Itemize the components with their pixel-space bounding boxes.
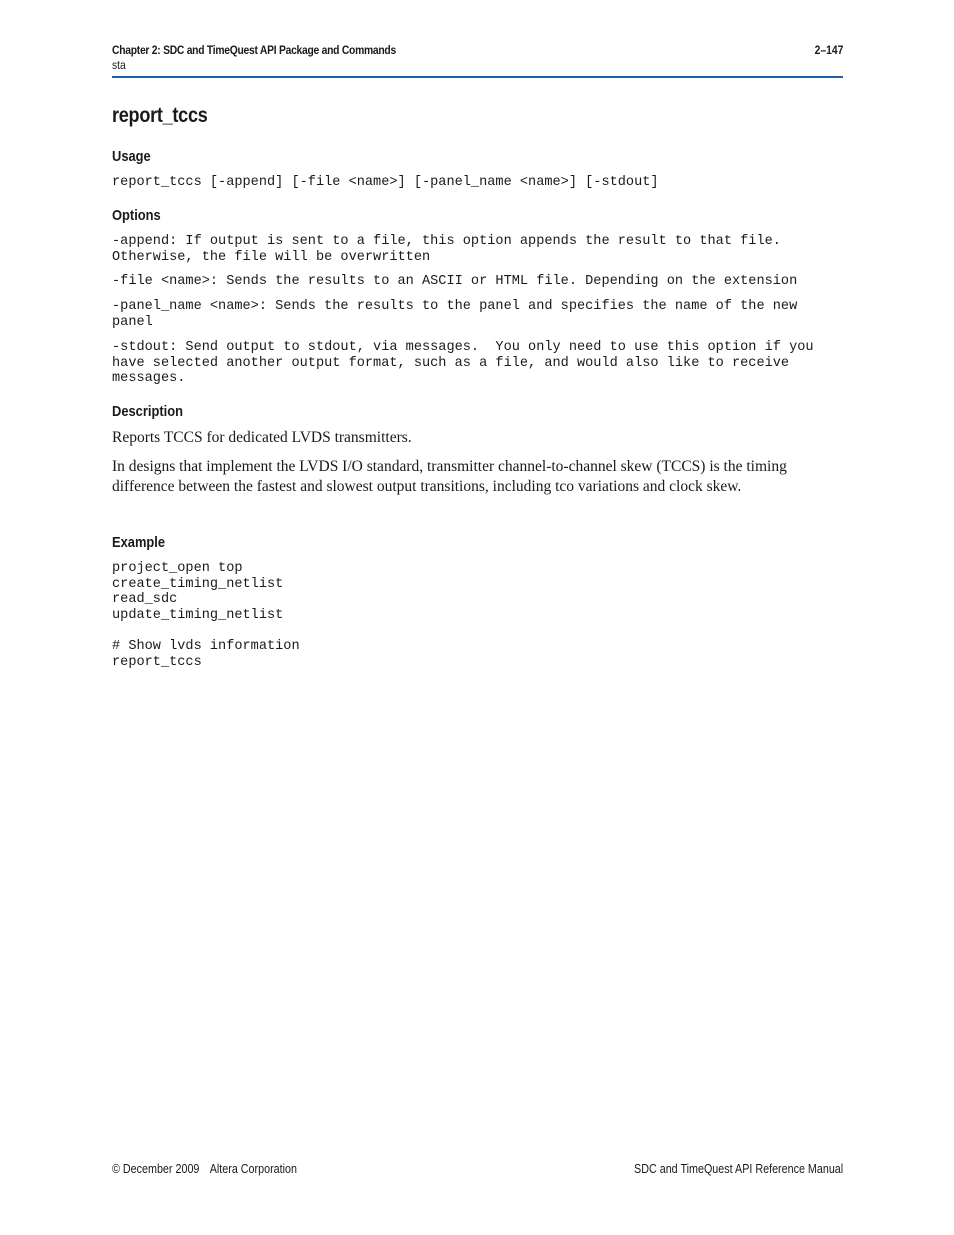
example-code: project_open top create_timing_netlist read_sdc update_timing_netlist # Show lvds information report_tccs	[112, 561, 300, 670]
description-paragraph: Reports TCCS for dedicated LVDS transmitters.	[112, 429, 412, 446]
example-heading: Example	[112, 534, 166, 551]
header-rule	[112, 76, 843, 78]
option-panel-name: -panel_name <name>: Sends the results to the panel and specifies the name of the new panel	[112, 299, 798, 330]
page-number: 2–147	[814, 43, 843, 57]
footer-manual-title: SDC and TimeQuest API Reference Manual	[633, 1162, 843, 1176]
description-paragraph: In designs that implement the LVDS I/O standard, transmitter channel-to-channel skew (TCCS) is the timing difference between the fastest and slowest output transitions, including tco variations and clock skew.	[112, 458, 787, 495]
option-stdout: -stdout: Send output to stdout, via messages. You only need to use this option if you have selected another output format, such as a file, and would also like to receive messages.	[112, 340, 814, 387]
footer-left	[112, 1162, 297, 1176]
description-heading: Description	[112, 403, 183, 420]
option-file: -file <name>: Sends the results to an ASCII or HTML file. Depending on the extension	[112, 274, 798, 289]
option-append: -append: If output is sent to a file, this option appends the result to that file. Otherwise, the file will be overwritten	[112, 234, 781, 265]
running-header-section: sta	[112, 58, 126, 72]
options-heading: Options	[112, 207, 161, 224]
usage-code: report_tccs [-append] [-file <name>] [-panel_name <name>] [-stdout]	[112, 175, 659, 190]
footer-company: Altera Corporation	[209, 1162, 297, 1176]
document-page	[112, 0, 843, 1235]
footer-date: © December 2009	[112, 1162, 200, 1176]
running-header-chapter: Chapter 2: SDC and TimeQuest API Package and Commands	[112, 43, 396, 57]
command-title: report_tccs	[112, 104, 208, 127]
usage-heading: Usage	[112, 148, 151, 165]
